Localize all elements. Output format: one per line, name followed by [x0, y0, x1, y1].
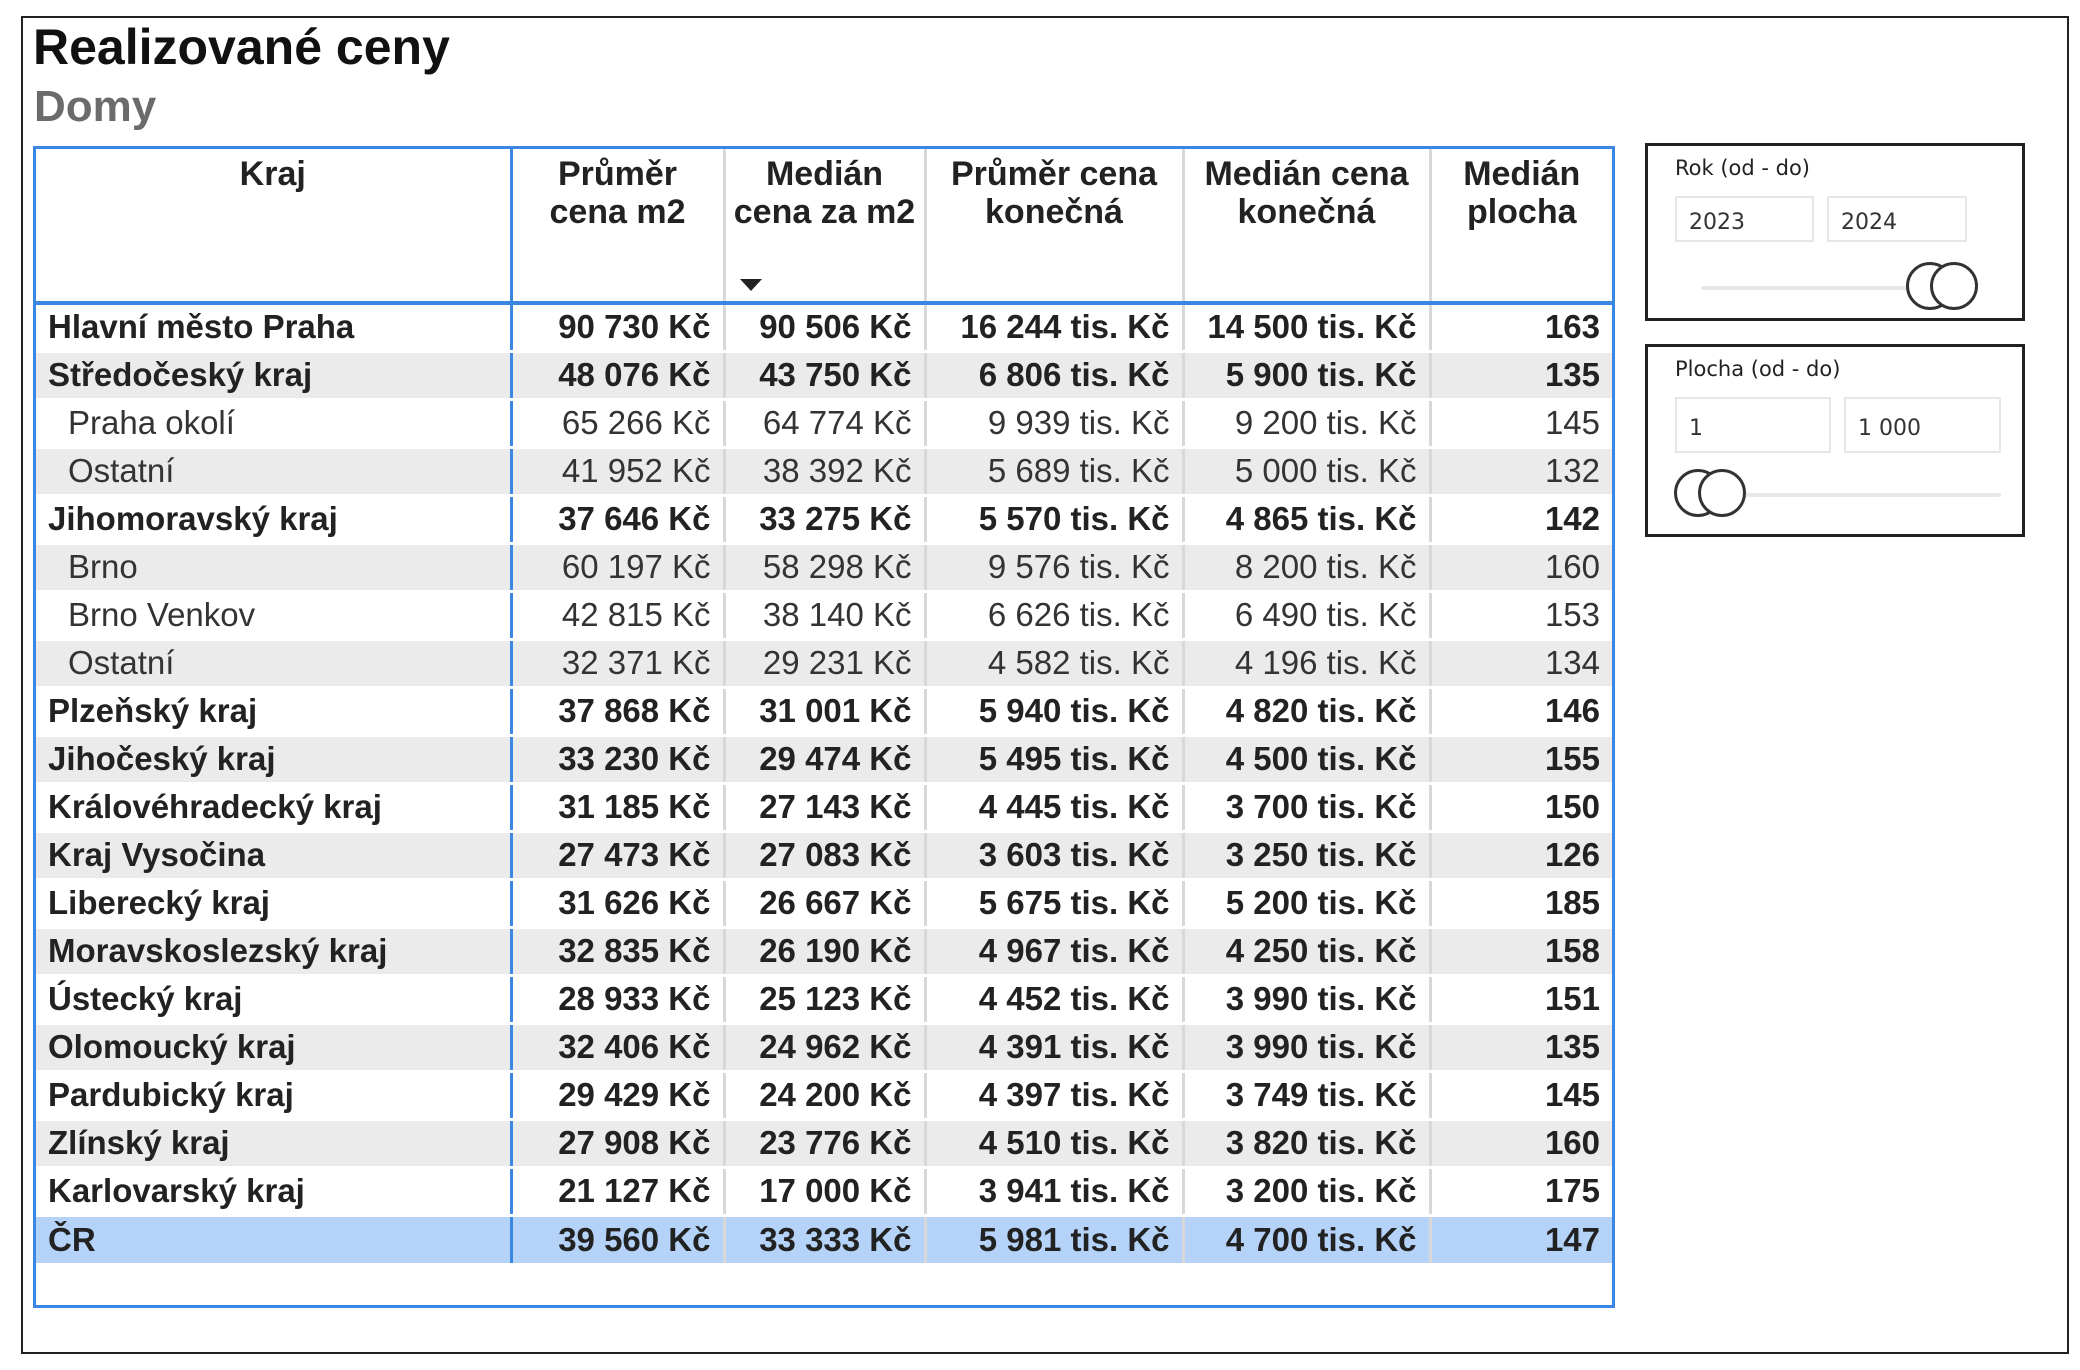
- cell-kraj: Středočeský kraj: [36, 351, 511, 399]
- cell-median-plocha: 132: [1430, 447, 1612, 495]
- cell-prumer-cena-m2: 65 266 Kč: [511, 399, 724, 447]
- total-cell-prumer-cena-m2: 39 560 Kč: [511, 1215, 724, 1263]
- cell-kraj: Liberecký kraj: [36, 879, 511, 927]
- page-title: Realizované ceny: [33, 19, 450, 75]
- rok-slider-handle-to[interactable]: [1930, 262, 1978, 310]
- table-row[interactable]: [36, 927, 1612, 975]
- plocha-slider-handle-to[interactable]: [1698, 469, 1746, 517]
- cell-kraj: Olomoucký kraj: [36, 1023, 511, 1071]
- total-cell-median-cena-za-m2: 33 333 Kč: [724, 1215, 925, 1263]
- cell-prumer-cena-konecna: 6 626 tis. Kč: [925, 591, 1183, 639]
- cell-median-cena-konecna: 5 900 tis. Kč: [1183, 351, 1430, 399]
- table-row[interactable]: [36, 495, 1612, 543]
- cell-prumer-cena-konecna: 3 603 tis. Kč: [925, 831, 1183, 879]
- rok-from-input[interactable]: 2023: [1675, 196, 1814, 242]
- column-header-prumer-cena-konecna[interactable]: Průměr cena konečná: [925, 149, 1183, 303]
- cell-prumer-cena-m2: 31 626 Kč: [511, 879, 724, 927]
- cell-median-cena-za-m2: 31 001 Kč: [724, 687, 925, 735]
- table-row[interactable]: [36, 975, 1612, 1023]
- column-header-label: Medián cena za m2: [733, 155, 916, 231]
- cell-median-plocha: 142: [1430, 495, 1612, 543]
- table-subrow[interactable]: [36, 591, 1612, 639]
- table-body: [36, 303, 1612, 1263]
- total-cell-kraj: ČR: [36, 1215, 511, 1263]
- cell-prumer-cena-konecna: 3 941 tis. Kč: [925, 1167, 1183, 1215]
- cell-prumer-cena-m2: 32 371 Kč: [511, 639, 724, 687]
- cell-median-plocha: 153: [1430, 591, 1612, 639]
- cell-median-cena-konecna: 3 820 tis. Kč: [1183, 1119, 1430, 1167]
- cell-median-cena-konecna: 3 250 tis. Kč: [1183, 831, 1430, 879]
- cell-prumer-cena-konecna: 5 689 tis. Kč: [925, 447, 1183, 495]
- cell-median-cena-konecna: 14 500 tis. Kč: [1183, 303, 1430, 351]
- cell-kraj: Jihočeský kraj: [36, 735, 511, 783]
- cell-median-cena-za-m2: 24 200 Kč: [724, 1071, 925, 1119]
- cell-median-cena-konecna: 4 196 tis. Kč: [1183, 639, 1430, 687]
- table-subrow[interactable]: [36, 399, 1612, 447]
- table-total-row: [36, 1215, 1612, 1263]
- cell-median-plocha: 155: [1430, 735, 1612, 783]
- cell-median-plocha: 160: [1430, 1119, 1612, 1167]
- column-header-kraj[interactable]: Kraj: [36, 149, 511, 303]
- table-row[interactable]: [36, 879, 1612, 927]
- rok-to-input[interactable]: 2024: [1827, 196, 1967, 242]
- cell-prumer-cena-konecna: 5 675 tis. Kč: [925, 879, 1183, 927]
- cell-median-plocha: 135: [1430, 1023, 1612, 1071]
- cell-prumer-cena-konecna: 4 582 tis. Kč: [925, 639, 1183, 687]
- cell-kraj: Hlavní město Praha: [36, 303, 511, 351]
- cell-kraj: Brno Venkov: [36, 591, 511, 639]
- cell-median-cena-za-m2: 29 231 Kč: [724, 639, 925, 687]
- cell-median-plocha: 158: [1430, 927, 1612, 975]
- cell-median-cena-konecna: 5 000 tis. Kč: [1183, 447, 1430, 495]
- table-row[interactable]: [36, 351, 1612, 399]
- cell-median-plocha: 145: [1430, 1071, 1612, 1119]
- cell-median-cena-za-m2: 23 776 Kč: [724, 1119, 925, 1167]
- cell-median-plocha: 163: [1430, 303, 1612, 351]
- cell-median-plocha: 160: [1430, 543, 1612, 591]
- cell-median-cena-za-m2: 38 392 Kč: [724, 447, 925, 495]
- column-header-median-plocha[interactable]: Medián plocha: [1430, 149, 1612, 303]
- cell-median-cena-za-m2: 25 123 Kč: [724, 975, 925, 1023]
- table-row[interactable]: [36, 1071, 1612, 1119]
- sort-descending-icon: [740, 279, 762, 291]
- cell-prumer-cena-m2: 90 730 Kč: [511, 303, 724, 351]
- cell-median-cena-konecna: 5 200 tis. Kč: [1183, 879, 1430, 927]
- cell-median-cena-za-m2: 33 275 Kč: [724, 495, 925, 543]
- cell-prumer-cena-konecna: 4 452 tis. Kč: [925, 975, 1183, 1023]
- cell-prumer-cena-konecna: 4 510 tis. Kč: [925, 1119, 1183, 1167]
- cell-median-cena-konecna: 4 250 tis. Kč: [1183, 927, 1430, 975]
- cell-prumer-cena-m2: 37 646 Kč: [511, 495, 724, 543]
- cell-median-cena-za-m2: 26 190 Kč: [724, 927, 925, 975]
- cell-median-plocha: 135: [1430, 351, 1612, 399]
- cell-kraj: Brno: [36, 543, 511, 591]
- cell-prumer-cena-konecna: 5 570 tis. Kč: [925, 495, 1183, 543]
- total-cell-median-plocha: 147: [1430, 1215, 1612, 1263]
- cell-median-plocha: 134: [1430, 639, 1612, 687]
- cell-median-cena-konecna: 4 820 tis. Kč: [1183, 687, 1430, 735]
- slicer-plocha: [1645, 344, 2025, 537]
- cell-kraj: Ostatní: [36, 447, 511, 495]
- cell-prumer-cena-konecna: 4 445 tis. Kč: [925, 783, 1183, 831]
- cell-median-cena-za-m2: 27 083 Kč: [724, 831, 925, 879]
- slicer-plocha-label: Plocha (od - do): [1675, 357, 1841, 381]
- cell-kraj: Plzeňský kraj: [36, 687, 511, 735]
- table-subrow[interactable]: [36, 543, 1612, 591]
- cell-median-plocha: 150: [1430, 783, 1612, 831]
- cell-prumer-cena-konecna: 5 940 tis. Kč: [925, 687, 1183, 735]
- cell-kraj: Jihomoravský kraj: [36, 495, 511, 543]
- plocha-slider-track[interactable]: [1701, 493, 2001, 497]
- cell-median-plocha: 185: [1430, 879, 1612, 927]
- cell-prumer-cena-m2: 29 429 Kč: [511, 1071, 724, 1119]
- cell-median-plocha: 126: [1430, 831, 1612, 879]
- cell-median-cena-konecna: 8 200 tis. Kč: [1183, 543, 1430, 591]
- cell-median-cena-konecna: 3 200 tis. Kč: [1183, 1167, 1430, 1215]
- cell-median-cena-konecna: 3 749 tis. Kč: [1183, 1071, 1430, 1119]
- cell-median-plocha: 145: [1430, 399, 1612, 447]
- cell-prumer-cena-konecna: 4 391 tis. Kč: [925, 1023, 1183, 1071]
- cell-median-cena-konecna: 3 990 tis. Kč: [1183, 975, 1430, 1023]
- table-row[interactable]: [36, 1023, 1612, 1071]
- column-header-median-cena-konecna[interactable]: Medián cena konečná: [1183, 149, 1430, 303]
- cell-median-cena-za-m2: 90 506 Kč: [724, 303, 925, 351]
- column-header-median-cena-za-m2[interactable]: [724, 149, 925, 303]
- cell-prumer-cena-m2: 32 835 Kč: [511, 927, 724, 975]
- cell-prumer-cena-konecna: 9 939 tis. Kč: [925, 399, 1183, 447]
- cell-median-cena-za-m2: 17 000 Kč: [724, 1167, 925, 1215]
- total-cell-prumer-cena-konecna: 5 981 tis. Kč: [925, 1215, 1183, 1263]
- table-row[interactable]: [36, 1167, 1612, 1215]
- table-row[interactable]: [36, 831, 1612, 879]
- cell-median-cena-konecna: 4 865 tis. Kč: [1183, 495, 1430, 543]
- cell-median-cena-konecna: 6 490 tis. Kč: [1183, 591, 1430, 639]
- cell-kraj: Karlovarský kraj: [36, 1167, 511, 1215]
- slicer-rok: [1645, 143, 2025, 321]
- cell-median-cena-konecna: 4 500 tis. Kč: [1183, 735, 1430, 783]
- page-subtitle: Domy: [34, 82, 157, 131]
- cell-prumer-cena-m2: 48 076 Kč: [511, 351, 724, 399]
- table-row[interactable]: [36, 1119, 1612, 1167]
- cell-prumer-cena-m2: 41 952 Kč: [511, 447, 724, 495]
- cell-median-plocha: 175: [1430, 1167, 1612, 1215]
- cell-prumer-cena-m2: 32 406 Kč: [511, 1023, 724, 1071]
- price-matrix-table: [33, 146, 1615, 1308]
- cell-prumer-cena-m2: 31 185 Kč: [511, 783, 724, 831]
- plocha-to-input[interactable]: 1 000: [1844, 397, 2001, 453]
- cell-median-cena-za-m2: 27 143 Kč: [724, 783, 925, 831]
- cell-kraj: Ostatní: [36, 639, 511, 687]
- cell-kraj: Pardubický kraj: [36, 1071, 511, 1119]
- cell-prumer-cena-m2: 33 230 Kč: [511, 735, 724, 783]
- cell-prumer-cena-konecna: 5 495 tis. Kč: [925, 735, 1183, 783]
- cell-median-cena-konecna: 3 990 tis. Kč: [1183, 1023, 1430, 1071]
- cell-median-plocha: 151: [1430, 975, 1612, 1023]
- cell-prumer-cena-konecna: 6 806 tis. Kč: [925, 351, 1183, 399]
- cell-prumer-cena-konecna: 4 397 tis. Kč: [925, 1071, 1183, 1119]
- cell-kraj: Praha okolí: [36, 399, 511, 447]
- cell-prumer-cena-konecna: 16 244 tis. Kč: [925, 303, 1183, 351]
- cell-prumer-cena-m2: 28 933 Kč: [511, 975, 724, 1023]
- total-cell-median-cena-konecna: 4 700 tis. Kč: [1183, 1215, 1430, 1263]
- cell-kraj: Ústecký kraj: [36, 975, 511, 1023]
- slicer-rok-label: Rok (od - do): [1675, 156, 1811, 180]
- cell-prumer-cena-m2: 37 868 Kč: [511, 687, 724, 735]
- cell-median-cena-konecna: 9 200 tis. Kč: [1183, 399, 1430, 447]
- cell-kraj: Zlínský kraj: [36, 1119, 511, 1167]
- cell-median-cena-za-m2: 58 298 Kč: [724, 543, 925, 591]
- table-subrow[interactable]: [36, 639, 1612, 687]
- cell-prumer-cena-konecna: 9 576 tis. Kč: [925, 543, 1183, 591]
- cell-kraj: Kraj Vysočina: [36, 831, 511, 879]
- cell-median-cena-za-m2: 38 140 Kč: [724, 591, 925, 639]
- cell-median-cena-za-m2: 29 474 Kč: [724, 735, 925, 783]
- cell-median-plocha: 146: [1430, 687, 1612, 735]
- cell-kraj: Královéhradecký kraj: [36, 783, 511, 831]
- cell-prumer-cena-m2: 21 127 Kč: [511, 1167, 724, 1215]
- cell-prumer-cena-m2: 60 197 Kč: [511, 543, 724, 591]
- cell-prumer-cena-m2: 42 815 Kč: [511, 591, 724, 639]
- table-row[interactable]: [36, 303, 1612, 351]
- column-header-prumer-cena-m2[interactable]: Průměr cena m2: [511, 149, 724, 303]
- cell-median-cena-za-m2: 24 962 Kč: [724, 1023, 925, 1071]
- table-header-row: [36, 149, 1612, 303]
- plocha-from-input[interactable]: 1: [1675, 397, 1831, 453]
- table-row[interactable]: [36, 687, 1612, 735]
- table-subrow[interactable]: [36, 447, 1612, 495]
- table-row[interactable]: [36, 783, 1612, 831]
- cell-median-cena-za-m2: 64 774 Kč: [724, 399, 925, 447]
- cell-median-cena-za-m2: 43 750 Kč: [724, 351, 925, 399]
- cell-prumer-cena-m2: 27 473 Kč: [511, 831, 724, 879]
- cell-median-cena-konecna: 3 700 tis. Kč: [1183, 783, 1430, 831]
- cell-prumer-cena-konecna: 4 967 tis. Kč: [925, 927, 1183, 975]
- cell-kraj: Moravskoslezský kraj: [36, 927, 511, 975]
- cell-median-cena-za-m2: 26 667 Kč: [724, 879, 925, 927]
- table-row[interactable]: [36, 735, 1612, 783]
- cell-prumer-cena-m2: 27 908 Kč: [511, 1119, 724, 1167]
